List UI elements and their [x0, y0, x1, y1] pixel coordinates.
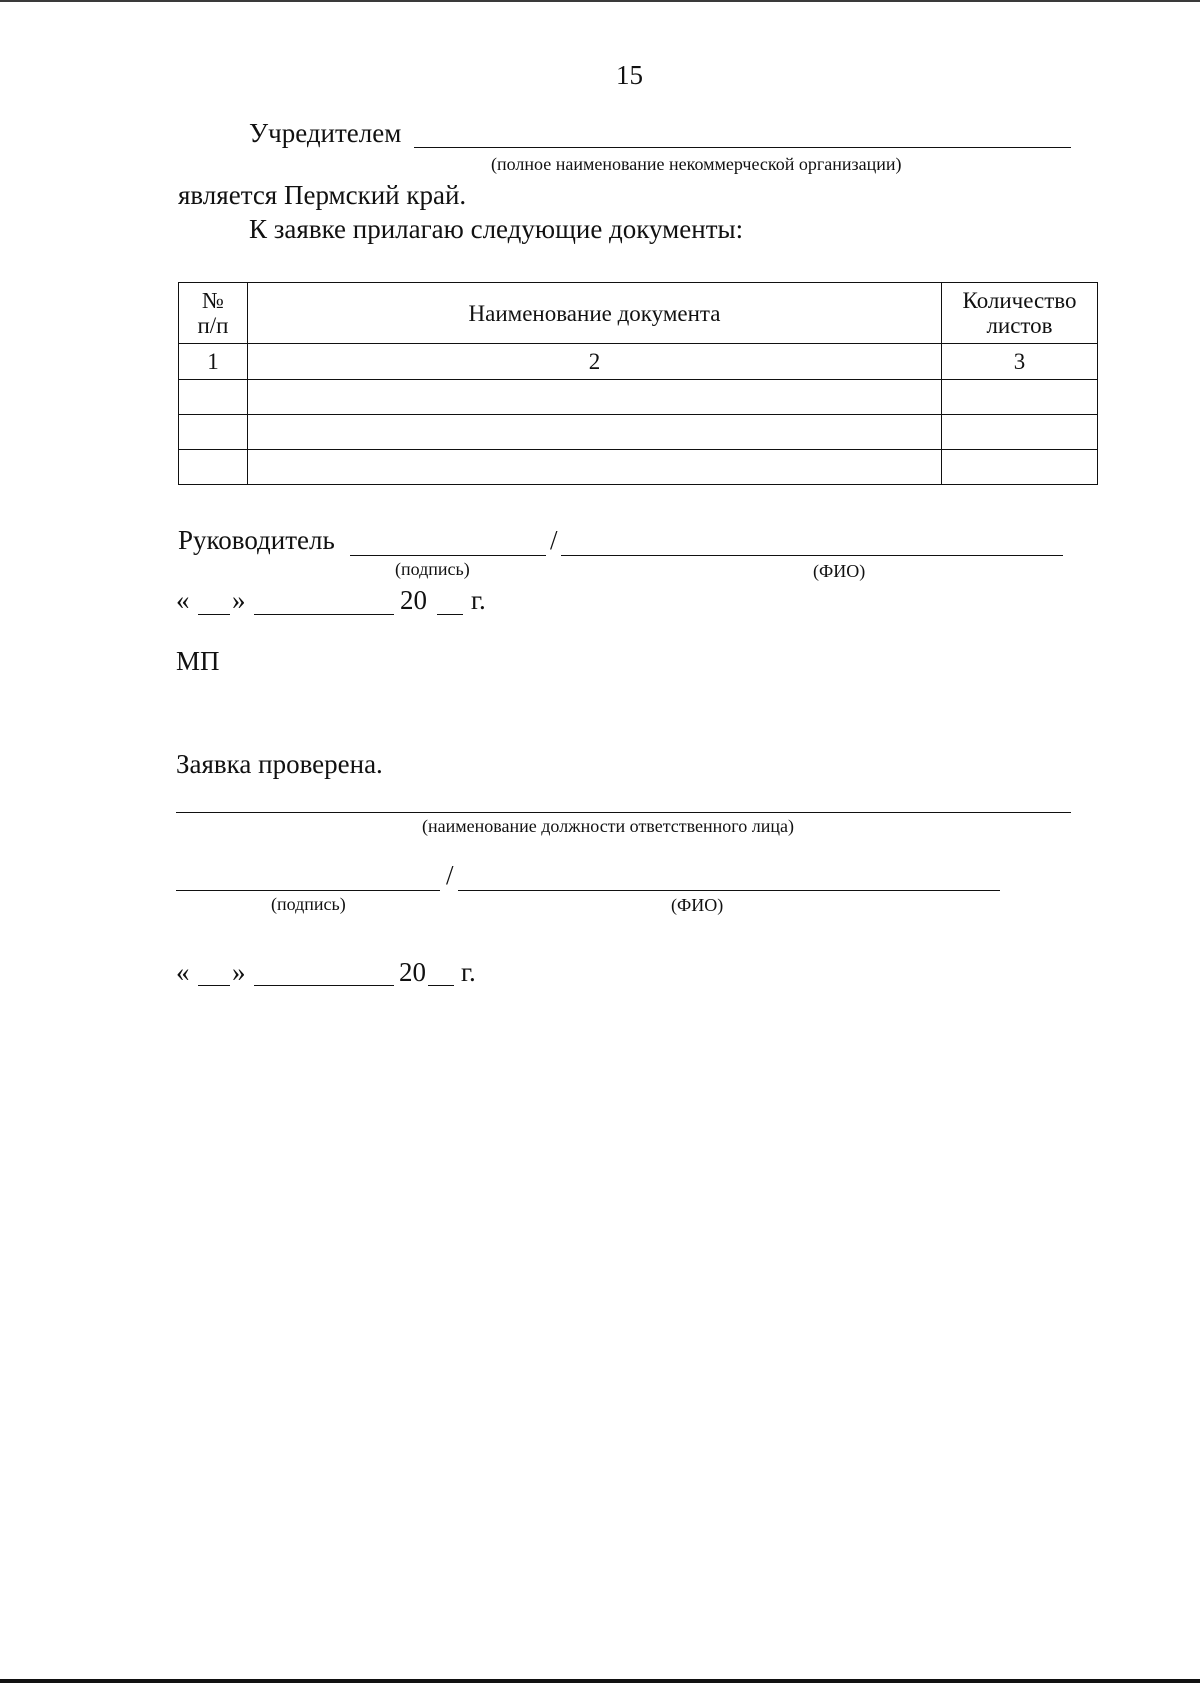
head-date-year-prefix: 20 [400, 585, 427, 615]
verification-date-year-prefix: 20 [399, 957, 426, 987]
index-cell-3: 3 [942, 344, 1098, 380]
head-date-year-suffix: г. [471, 585, 486, 615]
header-sheet-count [942, 283, 1098, 344]
attachments-intro: К заявке прилагаю следующие документы: [249, 214, 744, 244]
row-sheet-count-cell[interactable] [942, 450, 1098, 485]
table-row [179, 415, 1098, 450]
verification-title: Заявка проверена. [176, 749, 383, 779]
head-name-caption: (ФИО) [813, 561, 866, 581]
head-signature-field[interactable] [350, 555, 546, 556]
head-date-month-field[interactable] [254, 614, 394, 615]
head-date-open-quote: « [176, 585, 190, 615]
verification-date-year-suffix: г. [461, 957, 476, 987]
verification-name-caption: (ФИО) [671, 895, 724, 915]
head-name-field[interactable] [561, 555, 1063, 556]
founder-continuation: является Пермский край. [178, 180, 467, 210]
head-label: Руководитель [178, 525, 335, 555]
header-number [179, 283, 248, 344]
header-document-name: Наименование документа [248, 283, 942, 344]
row-number-cell[interactable] [179, 380, 248, 415]
scan-edge-top [0, 0, 1200, 2]
header-count-line1: Количество [962, 288, 1077, 313]
row-document-name-cell[interactable] [248, 415, 942, 450]
row-sheet-count-cell[interactable] [942, 415, 1098, 450]
table-row [179, 380, 1098, 415]
header-count-line2: листов [986, 313, 1053, 338]
row-document-name-cell[interactable] [248, 380, 942, 415]
row-sheet-count-cell[interactable] [942, 380, 1098, 415]
header-number-line1: № [202, 288, 224, 313]
founder-caption: (полное наименование некоммерческой организации) [491, 154, 902, 174]
head-date-day-field[interactable] [198, 614, 230, 615]
founder-name-field[interactable] [414, 147, 1071, 148]
header-number-line2: п/п [197, 313, 229, 338]
verification-position-caption: (наименование должности ответственного лица) [422, 816, 794, 836]
head-signature-caption: (подпись) [395, 559, 470, 579]
verification-date-month-field[interactable] [254, 985, 394, 986]
verification-name-field[interactable] [458, 890, 1000, 891]
seal-label: МП [176, 646, 220, 676]
verification-date-day-field[interactable] [198, 985, 230, 986]
page-number: 15 [616, 60, 643, 90]
index-cell-1: 1 [179, 344, 248, 380]
verification-slash: / [446, 860, 454, 890]
index-cell-2: 2 [248, 344, 942, 380]
verification-date-close-quote: » [232, 957, 246, 987]
table-row [179, 450, 1098, 485]
head-slash: / [550, 525, 558, 555]
verification-date-open-quote: « [176, 957, 190, 987]
table-index-row [179, 344, 1098, 380]
head-date-year-field[interactable] [437, 614, 463, 615]
verification-position-field[interactable] [176, 812, 1071, 813]
founder-label: Учредителем [249, 118, 402, 148]
documents-table [178, 282, 1098, 485]
row-document-name-cell[interactable] [248, 450, 942, 485]
verification-date-year-field[interactable] [428, 985, 454, 986]
verification-signature-field[interactable] [176, 890, 440, 891]
table-header-row [179, 283, 1098, 344]
scan-edge-bottom [0, 1679, 1200, 1683]
head-date-close-quote: » [232, 585, 246, 615]
verification-signature-caption: (подпись) [271, 894, 346, 914]
row-number-cell[interactable] [179, 450, 248, 485]
row-number-cell[interactable] [179, 415, 248, 450]
